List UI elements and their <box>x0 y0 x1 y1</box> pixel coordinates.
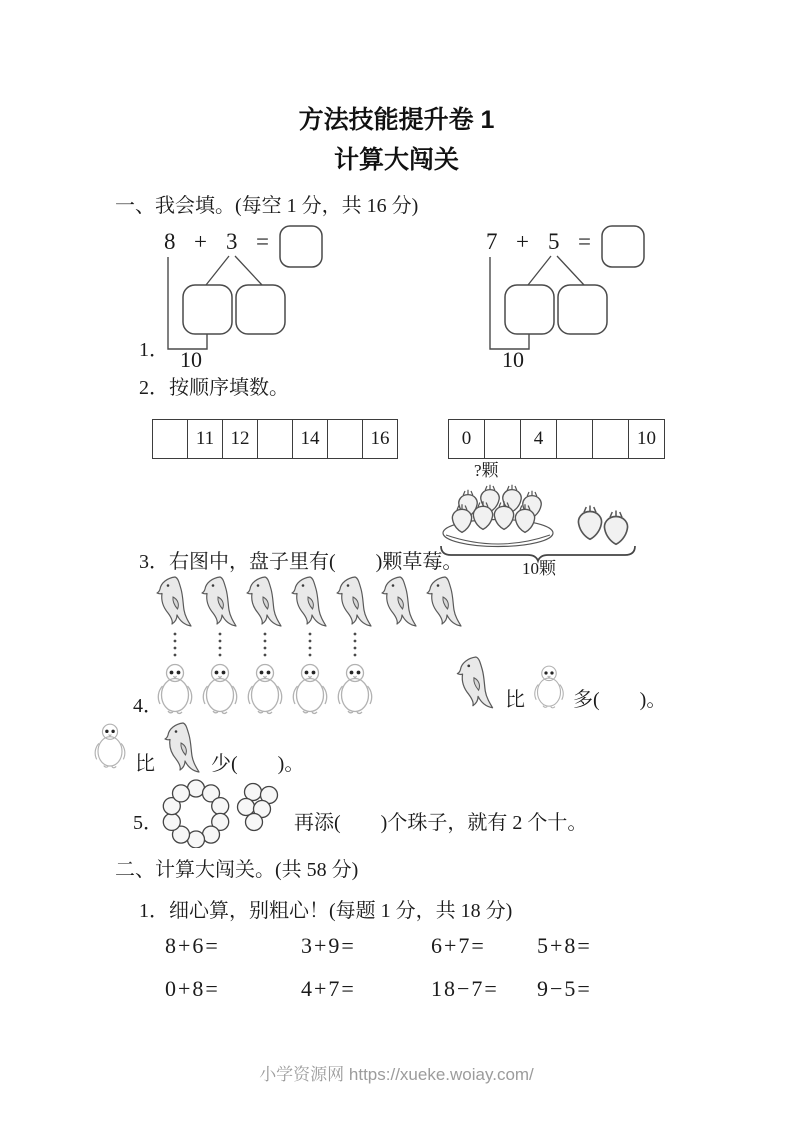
bond-addend2: 5 <box>548 229 560 254</box>
q2-label: 2． <box>139 377 169 399</box>
q2-text: 按顺序填数。 <box>169 377 289 399</box>
compare-word: 比 <box>505 689 525 711</box>
calc-item: 5+8= <box>537 933 592 958</box>
sequence-table-1 <box>152 419 398 459</box>
q4-label: 4． <box>133 695 163 717</box>
bond-sum-box <box>280 226 322 267</box>
page-subtitle: 计算大闯关 <box>333 146 459 174</box>
bond-addend1: 7 <box>486 229 498 254</box>
plate-count-label: ?颗 <box>474 461 499 480</box>
compare-tail: 多( )。 <box>573 689 667 711</box>
q3-line <box>139 545 462 574</box>
seq-cell: 10 <box>637 428 656 449</box>
bond-part-box-2 <box>236 285 285 334</box>
seq-cell <box>557 420 593 458</box>
penguin-icon <box>92 722 128 770</box>
dolphin-penguin-figure <box>152 576 468 718</box>
calc-item: 3+9= <box>301 933 356 958</box>
compare-word: 比 <box>135 753 155 775</box>
calc-item: 8+6= <box>165 933 220 958</box>
bond-split-lines <box>206 256 262 285</box>
bead-cluster <box>238 784 278 831</box>
seq-cell <box>485 420 521 458</box>
seq-cell: 12 <box>223 420 258 458</box>
total-count-label: 10颗 <box>522 559 556 576</box>
footer-credit: 小学资源网 https://xueke.woiay.com/ <box>259 1065 534 1084</box>
q3-label: 3． <box>139 551 169 573</box>
bead-ring <box>163 780 228 848</box>
seq-cell: 14 <box>293 420 328 458</box>
seq-cell <box>153 420 188 458</box>
seq-cell: 4 <box>521 420 557 458</box>
dolphin-icon <box>162 722 204 778</box>
q3-text: 右图中，盘子里有( )颗草莓。 <box>169 551 463 573</box>
calc-item: 6+7= <box>431 933 486 958</box>
bond-part-box-1 <box>505 285 554 334</box>
bond-part-box-2 <box>558 285 607 334</box>
sequence-table-2 <box>448 419 665 459</box>
pair-dots <box>174 633 357 657</box>
q1-label: 1． <box>139 339 169 361</box>
number-bond-figure-right <box>478 221 650 369</box>
q2-line <box>139 371 289 400</box>
seq-cell: 0 <box>449 420 485 458</box>
plus-sign: + <box>516 229 529 254</box>
page-title: 方法技能提升卷 1 <box>298 106 495 134</box>
bond-ten-label: 10 <box>180 347 202 369</box>
plus-sign: + <box>194 229 207 254</box>
seq-cell <box>258 420 293 458</box>
seq-cell <box>328 420 363 458</box>
section1-heading: 一、我会填。(每空 1 分，共 16 分) <box>115 195 419 217</box>
q4-compare-line-2 <box>92 716 304 778</box>
equals-sign: = <box>256 229 269 254</box>
dolphin-icon-row <box>157 577 461 626</box>
calc-item: 4+7= <box>301 976 356 1001</box>
sub1-text: 细心算，别粗心！(每题 1 分，共 18 分) <box>169 900 513 922</box>
seq-cell: 16 <box>370 428 390 449</box>
number-bond-figure-left <box>156 221 328 369</box>
section2-sub1-line <box>139 894 512 923</box>
bond-split-lines <box>528 256 584 285</box>
bond-bracket <box>490 257 529 349</box>
bond-part-box-1 <box>183 285 232 334</box>
calc-item: 18−7= <box>431 976 499 1001</box>
penguin-icon <box>532 664 566 710</box>
bond-sum-box <box>602 226 644 267</box>
q4-compare-line-1 <box>454 652 666 714</box>
q5-label: 5． <box>133 812 163 834</box>
section2-heading: 二、计算大闯关。(共 58 分) <box>115 859 359 881</box>
seq-cell: 11 <box>188 420 223 458</box>
seq-cell <box>593 420 629 458</box>
bond-ten-label: 10 <box>502 347 524 369</box>
bond-addend1: 8 <box>164 229 176 254</box>
compare-tail: 少( )。 <box>211 753 305 775</box>
calc-item: 9−5= <box>537 976 592 1001</box>
penguin-icon-row <box>158 665 371 714</box>
sub1-label: 1． <box>139 900 169 922</box>
q5-text: 再添( )个珠子，就有 2 个十。 <box>294 812 588 834</box>
calc-item: 0+8= <box>165 976 220 1001</box>
bond-addend2: 3 <box>226 229 238 254</box>
strawberry-figure <box>438 456 638 576</box>
equals-sign: = <box>578 229 591 254</box>
beads-figure <box>156 778 286 848</box>
dolphin-icon <box>454 656 498 714</box>
bond-bracket <box>168 257 207 349</box>
